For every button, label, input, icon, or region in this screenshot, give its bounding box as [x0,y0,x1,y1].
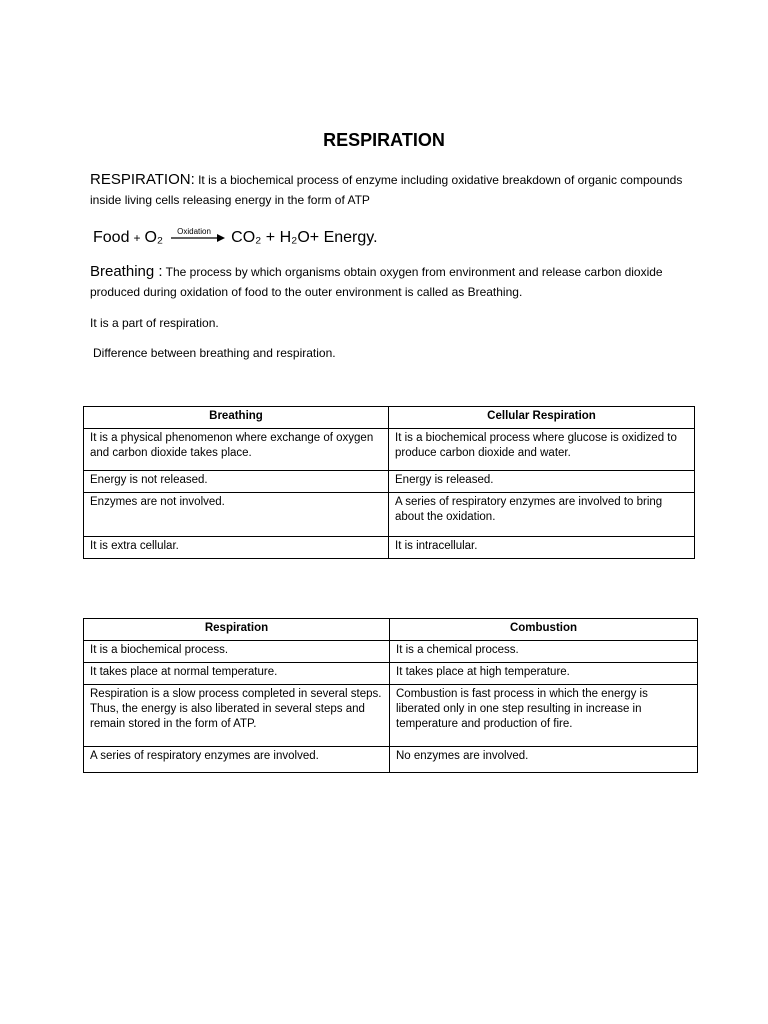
table-cell: A series of respiratory enzymes are involved to bring about the oxidation. [389,493,695,537]
breathing-vs-respiration-table [83,406,695,559]
table-header: Combustion [390,619,698,641]
arrow-icon [171,233,225,243]
table-cell: Combustion is fast process in which the energy is liberated only in one step resulting in increase in temperature and production of fire. [390,685,698,747]
respiration-equation [93,226,378,247]
table-cell: Energy is not released. [84,471,389,493]
table-row [84,493,695,537]
respiration-vs-combustion-table [83,618,698,773]
table-cell: It is a chemical process. [390,641,698,663]
table-row [84,537,695,559]
table-cell: Energy is released. [389,471,695,493]
table-cell: Enzymes are not involved. [84,493,389,537]
table-row [84,641,698,663]
table-cell: It is a biochemical process. [84,641,390,663]
table-row [84,747,698,773]
breathing-definition [90,262,690,302]
difference-heading: Difference between breathing and respiration. [93,346,336,360]
respiration-text: It is a biochemical process of enzyme including oxidative breakdown of organic compounds inside living cells releasing energy in the form of ATP [90,173,683,207]
table-header-row [84,407,695,429]
breathing-term: Breathing : [90,263,163,280]
table-row [84,685,698,747]
table-cell: It takes place at high temperature. [390,663,698,685]
table-header: Cellular Respiration [389,407,695,429]
table-row [84,663,698,685]
table-header-row [84,619,698,641]
oxidation-arrow [171,226,225,242]
eq-food: Food [93,229,130,246]
table-cell: It is a physical phenomenon where exchange of oxygen and carbon dioxide takes place. [84,429,389,471]
table-cell: No enzymes are involved. [390,747,698,773]
part-of-respiration: It is a part of respiration. [90,316,219,330]
breathing-text: The process by which organisms obtain oxygen from environment and release carbon dioxide produced during oxidation of food to the outer environment is called as Breathing. [90,265,663,299]
table-cell: It is extra cellular. [84,537,389,559]
eq-plus: + [133,231,141,245]
table-cell: It is intracellular. [389,537,695,559]
table-cell: It takes place at normal temperature. [84,663,390,685]
eq-o2: O₂ [144,229,164,246]
table-cell: It is a biochemical process where glucose is oxidized to produce carbon dioxide and water. [389,429,695,471]
table-header: Breathing [84,407,389,429]
page-title: RESPIRATION [323,130,445,150]
table-row [84,429,695,471]
table-cell: Respiration is a slow process completed in several steps. Thus, the energy is also liberated in several steps and remain stored in the form of ATP. [84,685,390,747]
table-cell: A series of respiratory enzymes are involved. [84,747,390,773]
respiration-term: RESPIRATION: [90,171,195,188]
eq-products: CO₂ + H₂O+ Energy. [231,229,378,246]
oxidation-label: Oxidation [177,227,211,236]
respiration-definition [90,170,690,210]
table-row [84,471,695,493]
table-header: Respiration [84,619,390,641]
